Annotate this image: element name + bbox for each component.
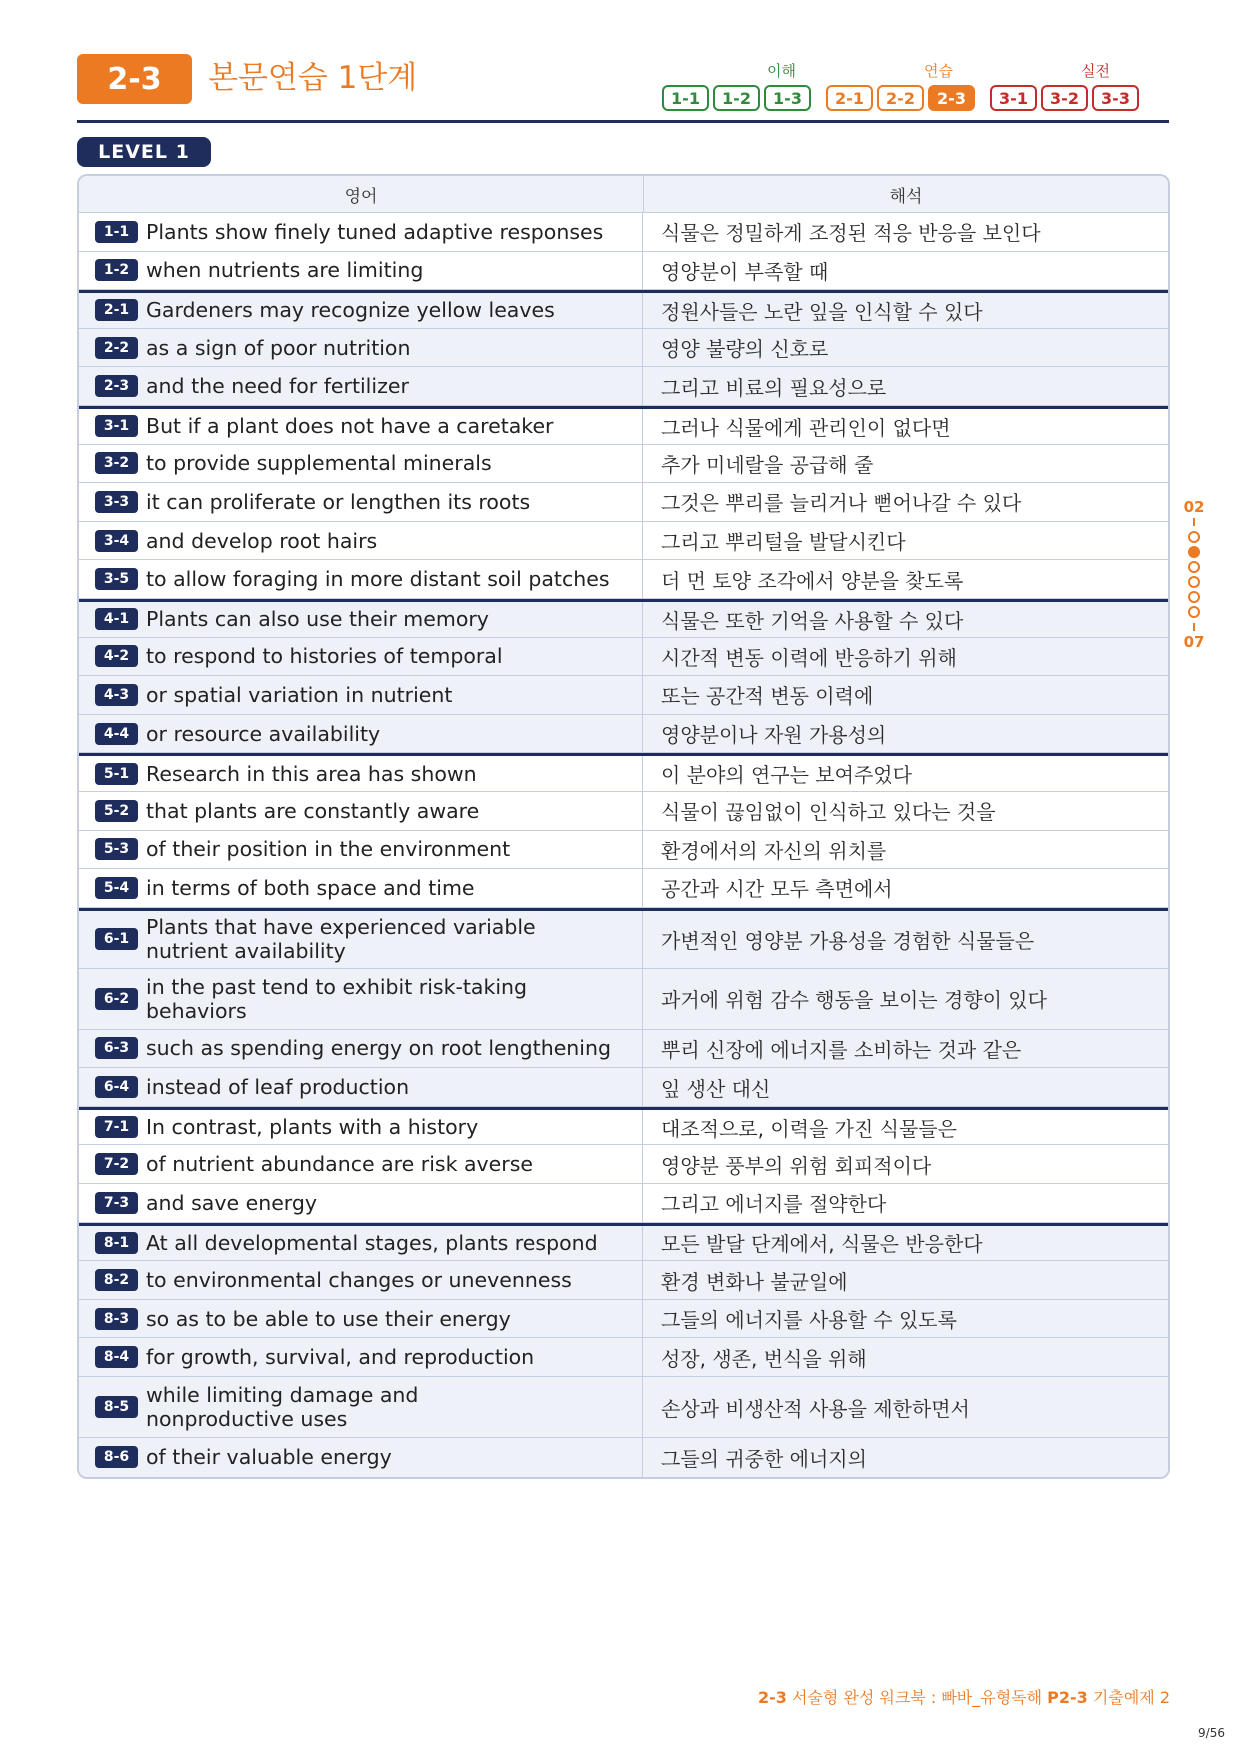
side-progress-nav bbox=[1177, 498, 1211, 651]
english-cell bbox=[79, 1145, 643, 1183]
korean-cell: 식물은 정밀하게 조정된 적응 반응을 보인다 bbox=[661, 221, 1041, 246]
step-1-2[interactable]: 1-2 bbox=[713, 85, 760, 111]
table-row bbox=[79, 1377, 1168, 1438]
english-text: or resource availability bbox=[146, 721, 381, 746]
korean-cell: 그러나 식물에게 관리인이 없다면 bbox=[661, 415, 951, 440]
sentence-number-badge: 7-1 bbox=[95, 1116, 138, 1138]
korean-cell: 환경 변화나 불균일에 bbox=[661, 1269, 848, 1294]
table-row bbox=[79, 1438, 1168, 1477]
step-1-1[interactable]: 1-1 bbox=[662, 85, 709, 111]
table-header bbox=[79, 176, 1168, 213]
step-2-3[interactable]: 2-3 bbox=[928, 85, 975, 111]
sentence-number-badge: 4-4 bbox=[95, 723, 138, 745]
sentence-number-badge: 1-1 bbox=[95, 221, 138, 243]
english-cell bbox=[79, 1110, 643, 1145]
english-text: instead of leaf production bbox=[146, 1075, 410, 1100]
table-row bbox=[79, 638, 1168, 677]
step-1-3[interactable]: 1-3 bbox=[764, 85, 811, 111]
step-3-3[interactable]: 3-3 bbox=[1092, 85, 1139, 111]
english-cell bbox=[79, 560, 643, 598]
english-cell bbox=[79, 522, 643, 560]
column-header-korean: 해석 bbox=[889, 186, 923, 207]
sentence-number-badge: 8-3 bbox=[95, 1308, 138, 1330]
sentence-number-badge: 6-3 bbox=[95, 1037, 138, 1059]
english-text: But if a plant does not have a caretaker bbox=[146, 414, 554, 439]
korean-cell: 그들의 에너지를 사용할 수 있도록 bbox=[661, 1308, 957, 1333]
table-row bbox=[79, 560, 1168, 599]
progress-dot bbox=[1188, 576, 1200, 588]
progress-dot bbox=[1188, 561, 1200, 573]
english-cell bbox=[79, 1338, 643, 1376]
footer-text2: 기출예제 2 bbox=[1092, 1688, 1170, 1707]
english-cell bbox=[79, 329, 643, 367]
table-row bbox=[79, 969, 1168, 1030]
english-text: or spatial variation in nutrient bbox=[146, 682, 453, 707]
group-label-practice: 연습 bbox=[924, 62, 953, 80]
sentence-number-badge: 6-4 bbox=[95, 1076, 138, 1098]
step-2-2[interactable]: 2-2 bbox=[877, 85, 924, 111]
side-nav-start: 02 bbox=[1183, 498, 1205, 516]
footer bbox=[758, 1685, 1170, 1708]
english-cell bbox=[79, 1068, 643, 1106]
english-text: in terms of both space and time bbox=[146, 875, 475, 900]
sentence-number-badge: 5-2 bbox=[95, 800, 138, 822]
english-text: it can proliferate or lengthen its roots bbox=[146, 489, 531, 514]
korean-cell: 대조적으로, 이력을 가진 식물들은 bbox=[661, 1116, 957, 1141]
korean-cell: 그리고 뿌리털을 발달시킨다 bbox=[661, 530, 906, 555]
table-row bbox=[79, 1068, 1168, 1107]
sentence-number-badge: 8-5 bbox=[95, 1396, 138, 1418]
korean-cell: 공간과 시간 모두 측면에서 bbox=[661, 877, 893, 902]
sentence-number-badge: 6-2 bbox=[95, 988, 138, 1010]
sentence-number-badge: 4-3 bbox=[95, 684, 138, 706]
english-text: Plants show finely tuned adaptive responses bbox=[146, 219, 604, 244]
table-row bbox=[79, 1184, 1168, 1223]
korean-cell: 모든 발달 단계에서, 식물은 반응한다 bbox=[661, 1232, 983, 1257]
korean-cell: 식물이 끊임없이 인식하고 있다는 것을 bbox=[661, 800, 996, 825]
english-cell bbox=[79, 1377, 643, 1437]
sentence-number-badge: 3-2 bbox=[95, 452, 138, 474]
sentence-number-badge: 6-1 bbox=[95, 928, 138, 950]
english-cell bbox=[79, 756, 643, 791]
korean-cell: 식물은 또한 기억을 사용할 수 있다 bbox=[661, 608, 964, 633]
table-row bbox=[79, 831, 1168, 870]
sentence-number-badge: 3-4 bbox=[95, 530, 138, 552]
english-cell bbox=[79, 602, 643, 637]
english-cell bbox=[79, 252, 643, 290]
table-row bbox=[79, 676, 1168, 715]
table-row bbox=[79, 792, 1168, 831]
korean-cell: 정원사들은 노란 잎을 인식할 수 있다 bbox=[661, 299, 983, 324]
english-text: Plants that have experienced variable nutrient availability bbox=[146, 915, 536, 964]
table-row bbox=[79, 290, 1168, 329]
table-body bbox=[79, 213, 1168, 1477]
english-text: and the need for fertilizer bbox=[146, 374, 409, 399]
sentence-number-badge: 3-3 bbox=[95, 491, 138, 513]
english-cell bbox=[79, 715, 643, 753]
english-text: to environmental changes or unevenness bbox=[146, 1268, 572, 1293]
english-text: in the past tend to exhibit risk-taking behaviors bbox=[146, 974, 528, 1023]
sentence-number-badge: 8-6 bbox=[95, 1446, 138, 1468]
english-cell bbox=[79, 869, 643, 907]
translation-table bbox=[77, 174, 1170, 1479]
sentence-number-badge: 2-2 bbox=[95, 337, 138, 359]
korean-cell: 뿌리 신장에 에너지를 소비하는 것과 같은 bbox=[661, 1037, 1022, 1062]
english-cell bbox=[79, 213, 643, 251]
english-cell bbox=[79, 831, 643, 869]
english-text: Gardeners may recognize yellow leaves bbox=[146, 298, 555, 323]
side-nav-end: 07 bbox=[1183, 633, 1205, 651]
korean-cell: 과거에 위험 감수 행동을 보이는 경향이 있다 bbox=[661, 988, 1047, 1013]
table-row bbox=[79, 599, 1168, 638]
table-row bbox=[79, 406, 1168, 445]
english-cell bbox=[79, 969, 643, 1029]
table-row bbox=[79, 908, 1168, 969]
sentence-number-badge: 7-2 bbox=[95, 1153, 138, 1175]
page-number: 9/56 bbox=[1198, 1726, 1225, 1740]
group-label-real: 실전 bbox=[1081, 62, 1110, 80]
english-cell bbox=[79, 409, 643, 444]
english-text: of nutrient abundance are risk averse bbox=[146, 1152, 533, 1177]
english-text: In contrast, plants with a history bbox=[146, 1115, 479, 1140]
header-divider bbox=[77, 120, 1169, 123]
step-nav bbox=[662, 85, 1139, 111]
table-row bbox=[79, 1261, 1168, 1300]
table-row bbox=[79, 1107, 1168, 1146]
sentence-number-badge: 2-3 bbox=[95, 375, 138, 397]
english-cell bbox=[79, 1226, 643, 1261]
sentence-number-badge: 2-1 bbox=[95, 299, 138, 321]
korean-cell: 영양분 풍부의 위험 회피적이다 bbox=[661, 1153, 932, 1178]
progress-dot bbox=[1188, 531, 1200, 543]
english-cell bbox=[79, 676, 643, 714]
table-row bbox=[79, 252, 1168, 291]
side-nav-line bbox=[1193, 623, 1195, 631]
table-row bbox=[79, 213, 1168, 252]
page-title: 본문연습 1단계 bbox=[208, 60, 418, 96]
table-row bbox=[79, 1145, 1168, 1184]
footer-text: 서술형 완성 워크북 : 빠바_유형독해 bbox=[791, 1688, 1043, 1707]
sentence-number-badge: 4-2 bbox=[95, 645, 138, 667]
korean-cell: 그리고 비료의 필요성으로 bbox=[661, 375, 887, 400]
sentence-number-badge: 5-3 bbox=[95, 838, 138, 860]
english-cell bbox=[79, 1300, 643, 1338]
english-text: and develop root hairs bbox=[146, 528, 378, 553]
english-text: when nutrients are limiting bbox=[146, 258, 424, 283]
korean-cell: 시간적 변동 이력에 반응하기 위해 bbox=[661, 645, 957, 670]
english-cell bbox=[79, 483, 643, 521]
korean-cell: 환경에서의 자신의 위치를 bbox=[661, 838, 887, 863]
english-text: to provide supplemental minerals bbox=[146, 451, 492, 476]
table-row bbox=[79, 367, 1168, 406]
sentence-number-badge: 3-1 bbox=[95, 415, 138, 437]
english-text: Research in this area has shown bbox=[146, 761, 477, 786]
english-cell bbox=[79, 445, 643, 483]
column-header-english: 영어 bbox=[79, 176, 644, 212]
english-cell bbox=[79, 1184, 643, 1222]
english-cell bbox=[79, 293, 643, 328]
progress-dot bbox=[1188, 546, 1200, 558]
english-text: while limiting damage and nonproductive uses bbox=[146, 1383, 419, 1432]
korean-cell: 성장, 생존, 번식을 위해 bbox=[661, 1346, 867, 1371]
sentence-number-badge: 4-1 bbox=[95, 608, 138, 630]
english-text: for growth, survival, and reproduction bbox=[146, 1345, 535, 1370]
sentence-number-badge: 3-5 bbox=[95, 568, 138, 590]
table-row bbox=[79, 1300, 1168, 1339]
english-cell bbox=[79, 1261, 643, 1299]
english-cell bbox=[79, 638, 643, 676]
table-row bbox=[79, 869, 1168, 908]
english-cell bbox=[79, 1030, 643, 1068]
korean-cell: 영양 불량의 신호로 bbox=[661, 337, 829, 362]
english-cell bbox=[79, 1438, 643, 1477]
english-cell bbox=[79, 367, 643, 405]
table-row bbox=[79, 522, 1168, 561]
english-text: to respond to histories of temporal bbox=[146, 644, 503, 669]
section-badge: 2-3 bbox=[77, 54, 192, 104]
korean-cell: 그것은 뿌리를 늘리거나 뻗어나갈 수 있다 bbox=[661, 491, 1022, 516]
korean-cell: 가변적인 영양분 가용성을 경험한 식물들은 bbox=[661, 928, 1035, 953]
table-row bbox=[79, 1030, 1168, 1069]
sentence-number-badge: 8-4 bbox=[95, 1346, 138, 1368]
korean-cell: 더 먼 토양 조각에서 양분을 찾도록 bbox=[661, 568, 964, 593]
table-row bbox=[79, 1338, 1168, 1377]
sentence-number-badge: 8-1 bbox=[95, 1232, 138, 1254]
english-text: of their valuable energy bbox=[146, 1445, 392, 1470]
table-row bbox=[79, 715, 1168, 754]
table-row bbox=[79, 753, 1168, 792]
progress-dot bbox=[1188, 591, 1200, 603]
korean-cell: 손상과 비생산적 사용을 제한하면서 bbox=[661, 1396, 970, 1421]
footer-code2: P2-3 bbox=[1047, 1688, 1088, 1707]
table-row bbox=[79, 483, 1168, 522]
korean-cell: 잎 생산 대신 bbox=[661, 1076, 771, 1101]
side-nav-dots bbox=[1188, 528, 1200, 621]
english-text: so as to be able to use their energy bbox=[146, 1306, 511, 1331]
english-text: At all developmental stages, plants respond bbox=[146, 1230, 598, 1255]
level-badge: LEVEL 1 bbox=[77, 137, 211, 167]
step-3-2[interactable]: 3-2 bbox=[1041, 85, 1088, 111]
group-label-understand: 이해 bbox=[767, 62, 796, 80]
korean-cell: 영양분이 부족할 때 bbox=[661, 259, 829, 284]
step-3-1[interactable]: 3-1 bbox=[990, 85, 1037, 111]
english-cell bbox=[79, 911, 643, 968]
english-text: Plants can also use their memory bbox=[146, 607, 489, 632]
english-text: of their position in the environment bbox=[146, 837, 511, 862]
sentence-number-badge: 1-2 bbox=[95, 259, 138, 281]
sentence-number-badge: 8-2 bbox=[95, 1269, 138, 1291]
table-row bbox=[79, 329, 1168, 368]
english-text: to allow foraging in more distant soil patches bbox=[146, 567, 610, 592]
table-row bbox=[79, 445, 1168, 484]
english-text: as a sign of poor nutrition bbox=[146, 335, 411, 360]
sentence-number-badge: 5-1 bbox=[95, 763, 138, 785]
step-2-1[interactable]: 2-1 bbox=[826, 85, 873, 111]
english-cell bbox=[79, 792, 643, 830]
english-text: such as spending energy on root lengthening bbox=[146, 1036, 612, 1061]
footer-code: 2-3 bbox=[757, 1688, 787, 1707]
korean-cell: 추가 미네랄을 공급해 줄 bbox=[661, 452, 874, 477]
english-text: that plants are constantly aware bbox=[146, 798, 480, 823]
progress-dot bbox=[1188, 606, 1200, 618]
korean-cell: 그들의 귀중한 에너지의 bbox=[661, 1446, 867, 1471]
table-row bbox=[79, 1223, 1168, 1262]
side-nav-line bbox=[1193, 518, 1195, 526]
korean-cell: 영양분이나 자원 가용성의 bbox=[661, 723, 887, 748]
sentence-number-badge: 5-4 bbox=[95, 877, 138, 899]
korean-cell: 그리고 에너지를 절약한다 bbox=[661, 1192, 887, 1217]
sentence-number-badge: 7-3 bbox=[95, 1192, 138, 1214]
korean-cell: 이 분야의 연구는 보여주었다 bbox=[661, 763, 912, 788]
english-text: and save energy bbox=[146, 1190, 318, 1215]
korean-cell: 또는 공간적 변동 이력에 bbox=[661, 684, 874, 709]
